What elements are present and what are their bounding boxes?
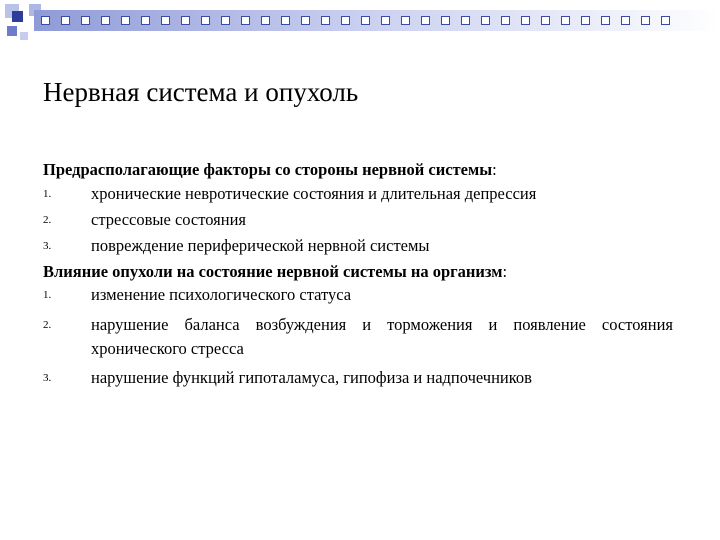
band-checkbox-icon: [321, 16, 330, 25]
band-checkbox-icon: [101, 16, 110, 25]
list-number: 2.: [43, 213, 52, 226]
band-checkbox-icon: [221, 16, 230, 25]
band-checkbox-icon: [81, 16, 90, 25]
list-item-text: повреждение периферической нервной системы: [91, 235, 430, 255]
list-number: 2.: [43, 319, 52, 332]
slide-title: Нервная система и опухоль: [43, 77, 359, 107]
list-item-text: нарушение функций гипоталамуса, гипофиза и надпочечников: [91, 368, 532, 388]
list-item: [43, 313, 673, 360]
band-checkbox-icon: [521, 16, 530, 25]
effects-list: [43, 283, 673, 390]
band-checkbox-icon: [141, 16, 150, 25]
list-item-text: изменение психологического статуса: [91, 285, 352, 305]
list-number: 1.: [43, 187, 52, 200]
band-checkbox-icon: [541, 16, 550, 25]
header-band: [34, 10, 720, 31]
band-checkbox-icon: [641, 16, 650, 25]
list-item: [43, 234, 673, 258]
factors-list: [43, 182, 673, 258]
band-checkbox-icon: [361, 16, 370, 25]
list-item-text: хронические невротические состояния и длительная депрессия: [91, 183, 537, 203]
band-checkbox-icon: [41, 16, 50, 25]
list-item: [43, 182, 673, 206]
section-heading-colon: :: [502, 261, 508, 281]
decor-square-icon: [20, 32, 28, 40]
band-checkbox-icon: [261, 16, 270, 25]
section-heading: [43, 158, 673, 182]
band-checkbox-icon: [561, 16, 570, 25]
band-checkbox-icon: [441, 16, 450, 25]
band-checkbox-icon: [61, 16, 70, 25]
section-heading-text: Предрасполагающие факторы со стороны нервной системы: [43, 160, 493, 179]
band-checkbox-icon: [201, 16, 210, 25]
band-checkbox-icon: [581, 16, 590, 25]
section-heading-text: Влияние опухоли на состояние нервной системы на организм: [43, 261, 503, 281]
band-checkbox-icon: [341, 16, 350, 25]
band-checkbox-icon: [181, 16, 190, 25]
section-heading: [43, 260, 673, 284]
list-item: [43, 208, 673, 232]
slide-body: [43, 158, 673, 396]
list-number: 3.: [43, 239, 52, 252]
list-number: 3.: [43, 372, 52, 385]
band-checkbox-icon: [601, 16, 610, 25]
list-item-text: стрессовые состояния: [91, 209, 247, 229]
decor-square-icon: [12, 11, 23, 22]
band-checkbox-icon: [121, 16, 130, 25]
section-heading-colon: :: [492, 160, 497, 179]
band-checkbox-icon: [401, 16, 410, 25]
list-item-text: нарушение баланса возбуждения и торможения и появление состояния хронического стресса: [91, 315, 673, 358]
list-item: [43, 366, 673, 390]
band-checkbox-icon: [661, 16, 670, 25]
band-checkbox-icon: [421, 16, 430, 25]
list-number: 1.: [43, 289, 52, 302]
band-checkbox-icon: [481, 16, 490, 25]
band-checkbox-icon: [501, 16, 510, 25]
band-checkbox-icon: [241, 16, 250, 25]
band-checkbox-icon: [161, 16, 170, 25]
decor-square-icon: [7, 26, 17, 36]
band-checkbox-icon: [381, 16, 390, 25]
band-checkbox-icon: [621, 16, 630, 25]
list-item: [43, 283, 673, 307]
band-checkbox-icon: [461, 16, 470, 25]
band-checkbox-icon: [281, 16, 290, 25]
band-checkbox-icon: [301, 16, 310, 25]
